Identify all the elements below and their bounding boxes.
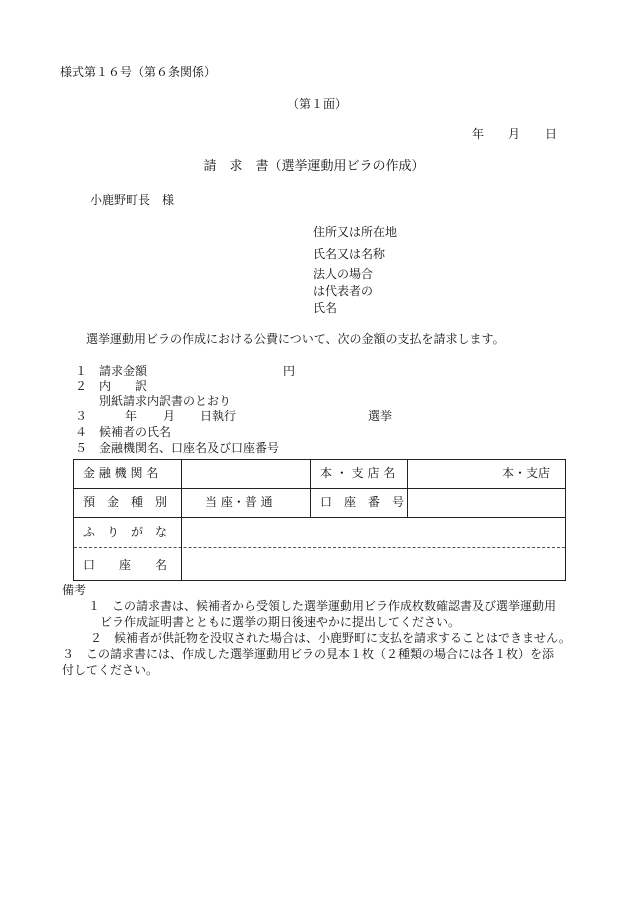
item2-label: 内 訳 <box>99 379 148 393</box>
note3-line2: 付してください。 <box>62 663 159 677</box>
table-rule-dashed <box>74 547 565 548</box>
furigana-label: ふ り が な <box>83 525 168 539</box>
item3-exec: 日執行 <box>200 409 237 423</box>
deposit-type-label: 預 金 種 別 <box>83 495 168 509</box>
form-number: 様式第１６号（第６条関係） <box>60 65 217 79</box>
note1-line2: ビラ作成証明書とともに選挙の期日後速やかに提出してください。 <box>100 615 461 629</box>
account-number-label: 口 座 番 号 <box>320 495 405 509</box>
note1-line1: １ この請求書は、候補者から受領した選挙運動用ビラ作成枚数確認書及び選挙運動用 <box>88 599 557 613</box>
applicant-address-label: 住所又は所在地 <box>313 225 398 239</box>
item5-bank-info: ５ 金融機関名、口座名及び口座番号 <box>75 441 280 455</box>
table-col-divider <box>181 460 182 580</box>
deposit-type-value[interactable]: 当 座・普 通 <box>205 495 273 509</box>
item2-sub: 別紙請求内訳書のとおり <box>99 394 232 408</box>
table-col-divider-3 <box>407 460 408 517</box>
applicant-rep-line3: 氏名 <box>313 301 338 315</box>
date-month-label: 月 <box>508 127 521 141</box>
item3-year: 年 <box>125 409 138 423</box>
note2: ２ 候補者が供託物を没収された場合は、小鹿野町に支払を請求することはできません。 <box>90 631 571 645</box>
date-day-label: 日 <box>545 127 558 141</box>
table-rule-1 <box>74 488 565 489</box>
addressee: 小鹿野町長 様 <box>90 193 175 207</box>
applicant-rep-line1: 法人の場合 <box>313 267 374 281</box>
item1-label: 請求金額 <box>99 364 148 378</box>
item3-election: 選挙 <box>368 409 393 423</box>
bank-table <box>73 459 566 581</box>
request-statement: 選挙運動用ビラの作成における公費について、次の金額の支払を請求します。 <box>86 332 505 346</box>
item3-number: ３ <box>75 409 88 423</box>
applicant-name-label: 氏名又は名称 <box>313 247 386 261</box>
item3-month: 月 <box>163 409 176 423</box>
applicant-rep-line2: は代表者の <box>313 284 374 298</box>
bank-name-field[interactable] <box>204 464 300 484</box>
notes-heading: 備考 <box>62 583 87 597</box>
page-label: （第１面） <box>286 97 348 111</box>
item2-number: ２ <box>75 379 88 393</box>
bank-name-label: 金 融 機 関 名 <box>83 466 159 480</box>
item1-unit: 円 <box>283 364 296 378</box>
item1-number: １ <box>75 364 88 378</box>
account-name-field[interactable] <box>192 554 554 576</box>
item4-candidate-name: ４ 候補者の氏名 <box>75 425 172 439</box>
table-col-divider-2 <box>310 460 311 517</box>
date-year-label: 年 <box>472 127 485 141</box>
account-number-field[interactable] <box>419 493 554 513</box>
branch-value[interactable]: 本・支店 <box>502 466 551 480</box>
document-title: 請 求 書（選挙運動用ビラの作成） <box>203 159 425 174</box>
branch-name-label: 本 ・ 支 店 名 <box>320 466 396 480</box>
table-rule-2 <box>74 517 565 518</box>
note3-line1: ３ この請求書には、作成した選挙運動用ビラの見本１枚（２種類の場合には各１枚）を添 <box>62 647 555 661</box>
furigana-field[interactable] <box>192 522 554 542</box>
account-name-label: 口 座 名 <box>83 558 168 572</box>
